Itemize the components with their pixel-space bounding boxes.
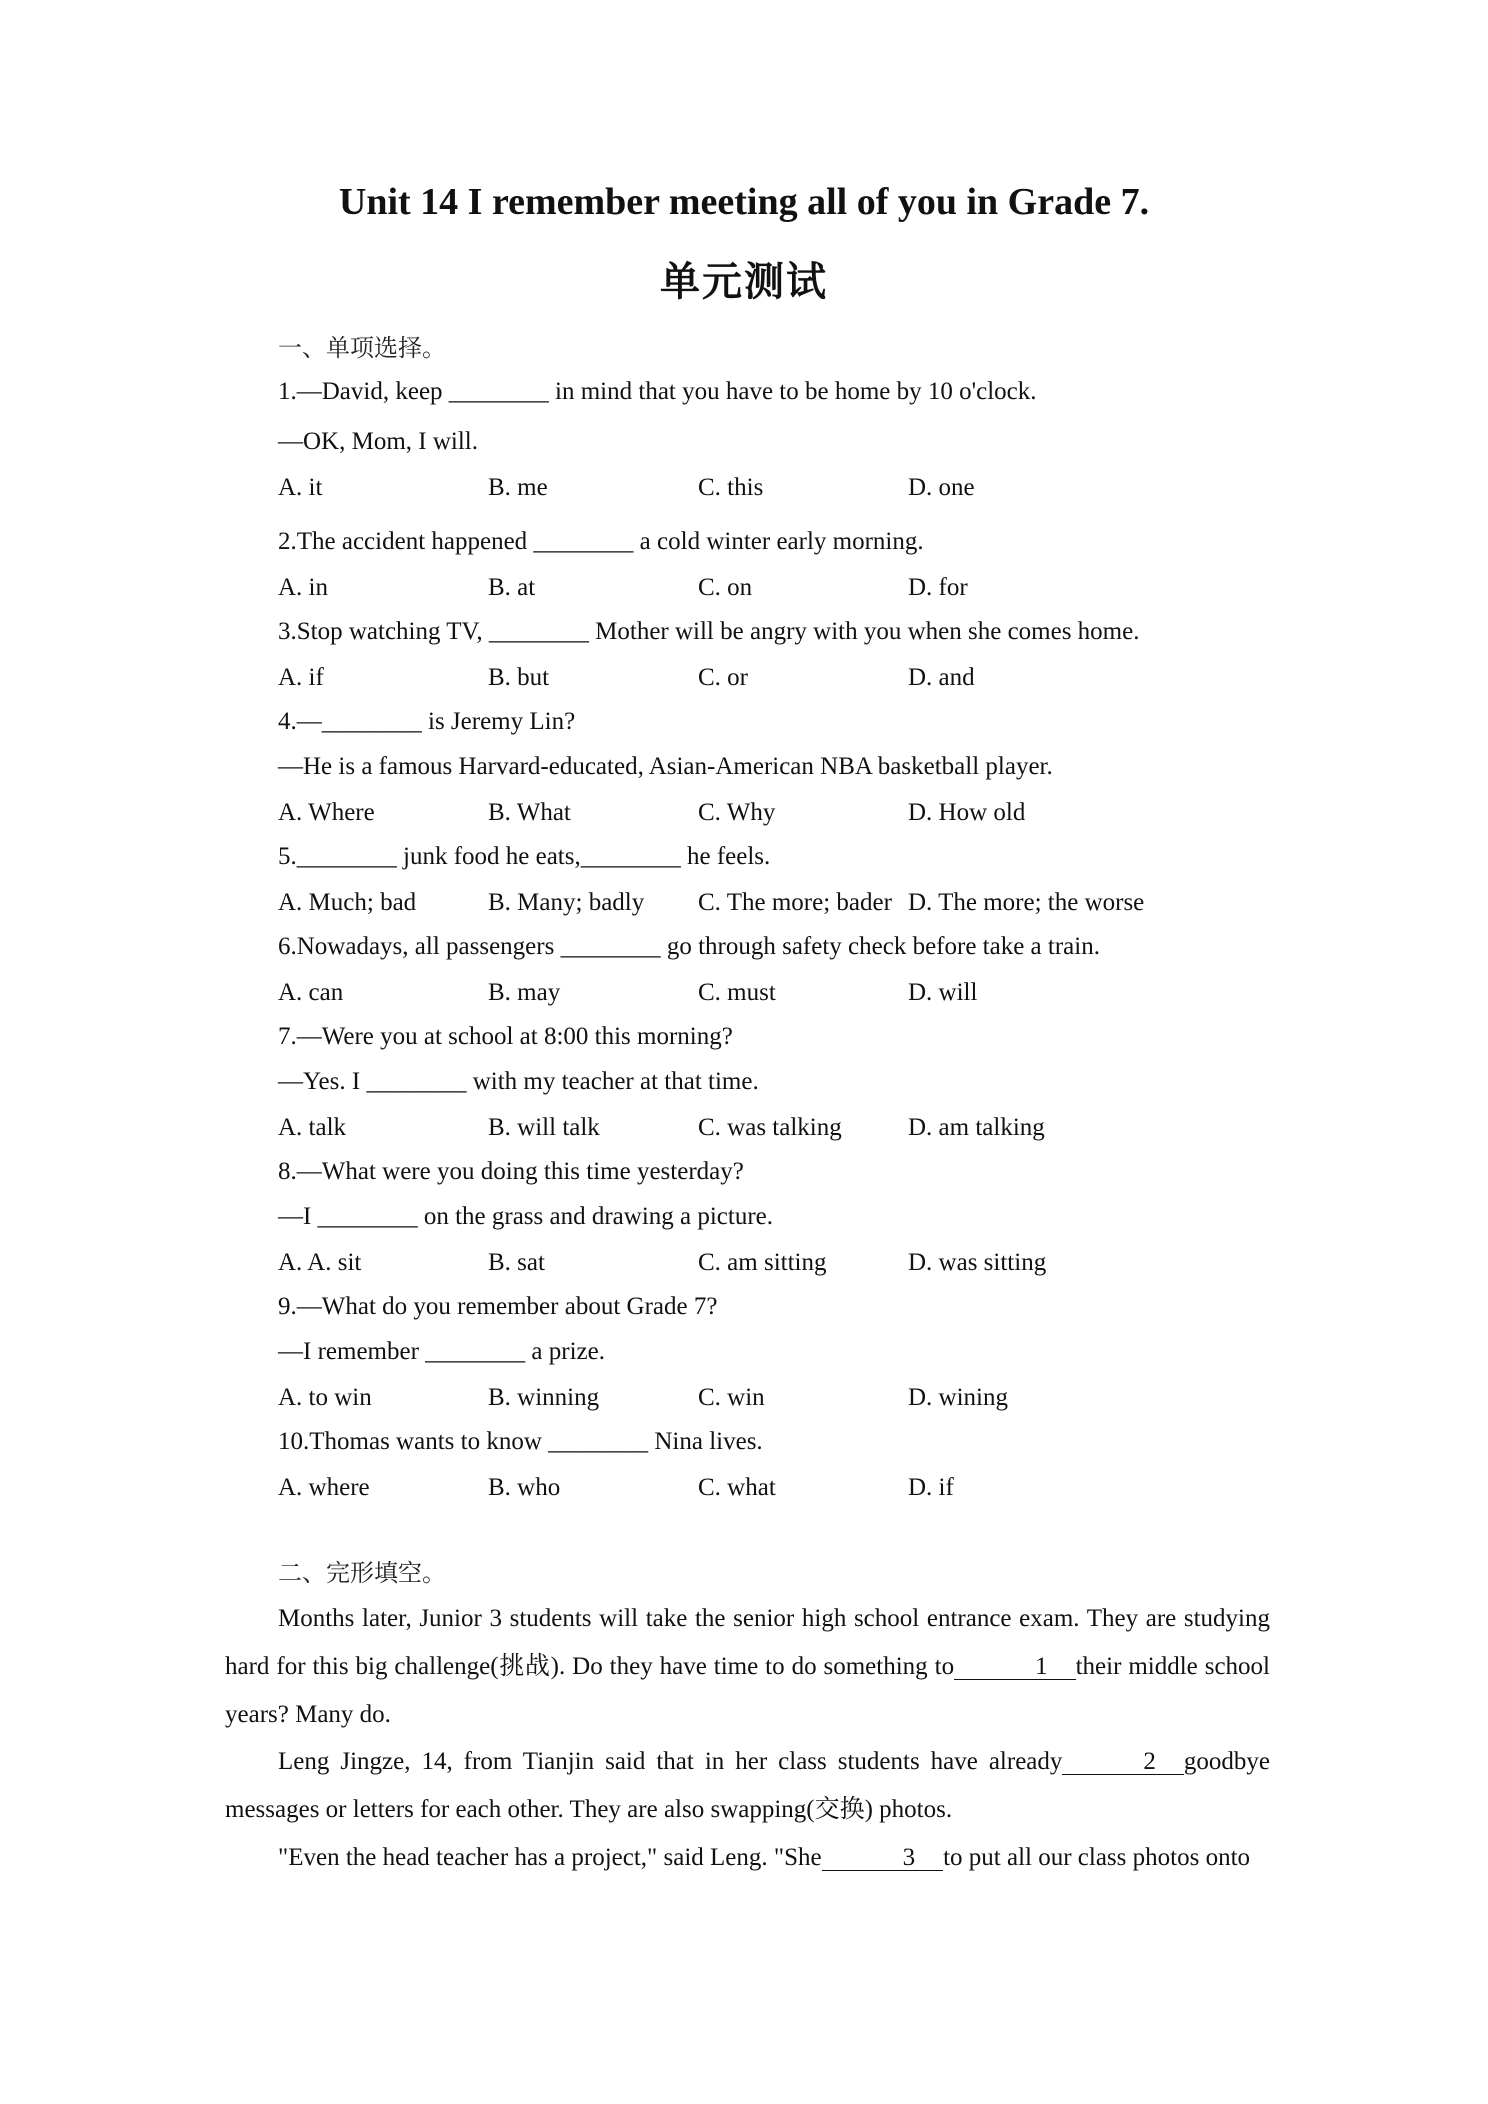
dialogue-line: —I ________ on the grass and drawing a picture. <box>278 1203 774 1230</box>
options-row <box>278 1249 1238 1281</box>
option-a: A. to win <box>278 1384 372 1411</box>
paragraph-text: Months later, Junior 3 students will take the senior high school entrance exam. They are studying hard for this big challenge(挑战). Do they have time to do something to <box>225 1605 1270 1680</box>
question-text: 6.Nowadays, all passengers ________ go through safety check before take a train. <box>278 933 1100 960</box>
option-d: D. and <box>908 664 975 691</box>
question-text: 1.—David, keep ________ in mind that you have to be home by 10 o'clock. <box>278 378 1037 405</box>
option-a: A. A. sit <box>278 1249 362 1276</box>
option-d: D. one <box>908 474 975 501</box>
options-row <box>278 1384 1238 1416</box>
option-c: C. win <box>698 1384 765 1411</box>
option-b: B. winning <box>488 1384 600 1411</box>
options-row <box>278 664 1238 696</box>
option-b: B. at <box>488 574 536 601</box>
page-subtitle: 单元测试 <box>660 259 828 305</box>
option-b: B. me <box>488 474 548 501</box>
option-a: A. if <box>278 664 324 691</box>
dialogue-line: —OK, Mom, I will. <box>278 428 478 455</box>
option-a: A. can <box>278 979 344 1006</box>
cloze-blank: 2 <box>1062 1749 1184 1775</box>
option-b: B. will talk <box>488 1114 600 1141</box>
option-c: C. this <box>698 474 764 501</box>
question-text: 8.—What were you doing this time yesterday? <box>278 1158 744 1185</box>
cloze-paragraph <box>225 1595 1270 1739</box>
section-heading: 二、完形填空。 <box>278 1559 446 1587</box>
options-row <box>278 474 1238 506</box>
cloze-blank: 1 <box>954 1654 1076 1680</box>
paragraph-text: goodbye messages or letters for each other. They are also swapping(交换) photos. <box>225 1748 1270 1823</box>
option-c: C. was talking <box>698 1114 842 1141</box>
option-d: D. am talking <box>908 1114 1045 1141</box>
option-d: D. was sitting <box>908 1249 1047 1276</box>
option-a: A. Much; bad <box>278 889 417 916</box>
option-c: C. or <box>698 664 748 691</box>
dialogue-line: —Yes. I ________ with my teacher at that time. <box>278 1068 759 1095</box>
option-b: B. but <box>488 664 550 691</box>
options-row <box>278 799 1238 831</box>
option-d: D. How old <box>908 799 1026 826</box>
option-c: C. Why <box>698 799 776 826</box>
dialogue-line: —He is a famous Harvard-educated, Asian-American NBA basketball player. <box>278 753 1053 780</box>
option-c: C. what <box>698 1474 776 1501</box>
option-b: B. What <box>488 799 571 826</box>
options-row <box>278 1474 1238 1506</box>
option-a: A. in <box>278 574 328 601</box>
paragraph-text: their middle school years? Many do. <box>225 1653 1270 1728</box>
question-text: 7.—Were you at school at 8:00 this morning? <box>278 1023 733 1050</box>
option-d: D. for <box>908 574 968 601</box>
options-row <box>278 574 1238 606</box>
option-d: D. The more; the worse <box>908 889 1145 916</box>
paragraph-text: to put all our class photos onto <box>943 1844 1251 1871</box>
option-c: C. am sitting <box>698 1249 827 1276</box>
question-text: 5.________ junk food he eats,________ he feels. <box>278 843 771 870</box>
options-row <box>278 1114 1238 1146</box>
option-a: A. Where <box>278 799 375 826</box>
question-text: 3.Stop watching TV, ________ Mother will be angry with you when she comes home. <box>278 618 1140 645</box>
option-d: D. will <box>908 979 978 1006</box>
question-text: 9.—What do you remember about Grade 7? <box>278 1293 718 1320</box>
option-d: D. wining <box>908 1384 1008 1411</box>
options-row <box>278 889 1238 921</box>
option-c: C. must <box>698 979 776 1006</box>
paragraph-text: Leng Jingze, 14, from Tianjin said that in her class students have already <box>278 1748 1063 1775</box>
dialogue-line: —I remember ________ a prize. <box>278 1338 605 1365</box>
cloze-blank: 3 <box>822 1845 944 1871</box>
options-row <box>278 979 1238 1011</box>
question-text: 10.Thomas wants to know ________ Nina lives. <box>278 1428 763 1455</box>
option-a: A. it <box>278 474 323 501</box>
option-c: C. on <box>698 574 753 601</box>
question-text: 2.The accident happened ________ a cold winter early morning. <box>278 528 924 555</box>
option-b: B. sat <box>488 1249 545 1276</box>
option-b: B. may <box>488 979 561 1006</box>
cloze-paragraph <box>225 1834 1270 1882</box>
option-b: B. who <box>488 1474 561 1501</box>
option-c: C. The more; bader <box>698 889 892 916</box>
option-d: D. if <box>908 1474 954 1501</box>
option-a: A. where <box>278 1474 370 1501</box>
question-text: 4.—________ is Jeremy Lin? <box>278 708 576 735</box>
option-b: B. Many; badly <box>488 889 645 916</box>
page-title: Unit 14 I remember meeting all of you in Grade 7. <box>338 181 1150 223</box>
section-heading: 一、单项选择。 <box>278 334 446 362</box>
paragraph-text: "Even the head teacher has a project," said Leng. "She <box>278 1844 822 1871</box>
cloze-paragraph <box>225 1738 1270 1834</box>
option-a: A. talk <box>278 1114 347 1141</box>
